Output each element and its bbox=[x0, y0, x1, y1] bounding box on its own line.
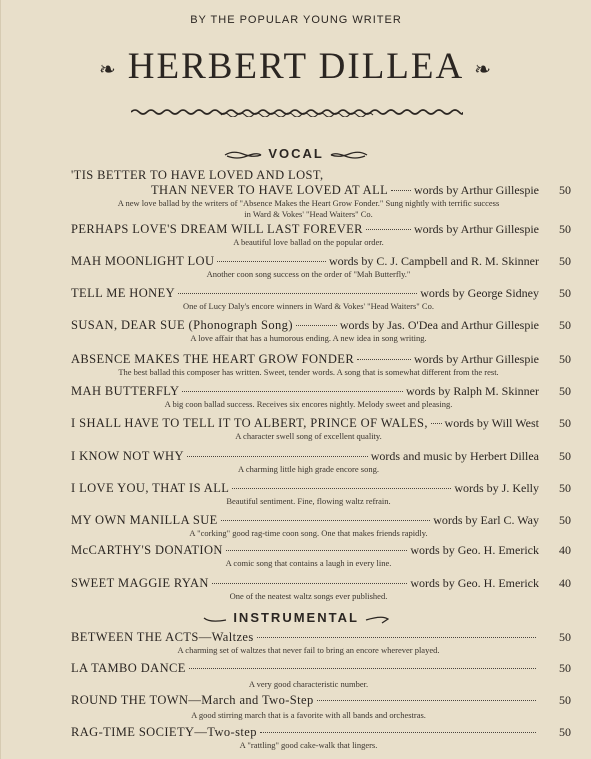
swash-right-icon bbox=[364, 614, 390, 624]
piece-description: A very good characteristic number. bbox=[248, 679, 369, 689]
song-title: McCARTHY'S DONATION bbox=[71, 543, 223, 557]
song-description: in Ward & Vokes' "Head Waiters" Co. bbox=[244, 208, 373, 219]
byline: BY THE POPULAR YOUNG WRITER bbox=[190, 14, 402, 26]
song-description: Beautiful sentiment. Fine, flowing waltz refrain. bbox=[226, 496, 391, 506]
instrumental-heading bbox=[1, 610, 591, 625]
song-title: TELL ME HONEY bbox=[71, 286, 176, 300]
song-description: One of Lucy Daly's encore winners in Ward & Vokes' "Head Waiters" Co. bbox=[183, 301, 434, 311]
song-entry bbox=[71, 318, 571, 344]
song-entry bbox=[71, 222, 571, 248]
song-credit: words and music by Herbert Dillea bbox=[370, 449, 539, 463]
piece-title: BETWEEN THE ACTS—Waltzes bbox=[71, 630, 254, 644]
song-price: 50 bbox=[559, 318, 571, 332]
composer-name: HERBERT DILLEA bbox=[127, 46, 465, 87]
vocal-heading bbox=[1, 146, 591, 161]
swash-right-icon bbox=[329, 150, 369, 160]
song-title: SUSAN, DEAR SUE (Phonograph Song) bbox=[71, 318, 293, 332]
song-credit: words by Jas. O'Dea and Arthur Gillespie bbox=[339, 318, 539, 332]
song-title: I KNOW NOT WHY bbox=[71, 449, 184, 463]
song-title: ABSENCE MAKES THE HEART GROW FONDER bbox=[71, 352, 355, 366]
swash-left-icon bbox=[223, 150, 263, 160]
song-entry bbox=[71, 513, 571, 539]
instrumental-heading-text: INSTRUMENTAL bbox=[233, 610, 359, 625]
piece-entry bbox=[71, 693, 571, 721]
song-price: 50 bbox=[559, 481, 571, 495]
song-description: A charming little high grade encore song. bbox=[238, 464, 379, 474]
song-price: 50 bbox=[559, 416, 571, 430]
song-title: THAN NEVER TO HAVE LOVED AT ALL bbox=[151, 183, 389, 197]
song-entry bbox=[71, 352, 571, 378]
song-title: PERHAPS LOVE'S DREAM WILL LAST FOREVER bbox=[71, 222, 363, 236]
ivy-leaf-ornament-icon: ❧ bbox=[474, 58, 493, 81]
song-credit: words by Arthur Gillespie bbox=[414, 183, 539, 197]
song-entry bbox=[71, 449, 571, 475]
piece-entry bbox=[71, 661, 571, 690]
song-title: I LOVE YOU, THAT IS ALL bbox=[71, 481, 230, 495]
song-credit: words by Will West bbox=[444, 416, 539, 430]
song-credit: words by Geo. H. Emerick bbox=[410, 576, 539, 590]
piece-price: 50 bbox=[559, 630, 571, 644]
song-title: MAH MOONLIGHT LOU bbox=[71, 254, 215, 268]
piece-description: A charming set of waltzes that never fail to bring an encore wherever played. bbox=[177, 645, 440, 655]
song-entry bbox=[71, 254, 571, 280]
piece-price: 50 bbox=[559, 661, 571, 675]
composer-heading bbox=[1, 46, 591, 91]
song-description: One of the neatest waltz songs ever published. bbox=[229, 591, 388, 601]
vocal-heading-text: VOCAL bbox=[268, 146, 324, 161]
song-description: A love affair that has a humorous ending. A new idea in song writing. bbox=[190, 333, 427, 343]
swash-left-icon bbox=[202, 614, 228, 624]
song-description: A character swell song of excellent quality. bbox=[235, 431, 382, 441]
song-description: A "corking" good rag-time coon song. One that makes friends rapidly. bbox=[189, 528, 428, 538]
song-description: A comic song that contains a laugh in every line. bbox=[225, 558, 392, 568]
song-title: SWEET MAGGIE RYAN bbox=[71, 576, 209, 590]
song-entry bbox=[71, 384, 571, 410]
song-entry bbox=[71, 543, 571, 569]
ivy-leaf-ornament-icon: ❧ bbox=[98, 58, 118, 81]
song-credit: words by Arthur Gillespie bbox=[414, 222, 539, 236]
song-description: Another coon song success on the order of "Mah Butterfly." bbox=[206, 269, 411, 279]
song-title: MY OWN MANILLA SUE bbox=[71, 513, 218, 527]
song-price: 50 bbox=[559, 513, 571, 527]
song-entry bbox=[71, 168, 571, 219]
song-price: 50 bbox=[559, 352, 571, 366]
song-price: 50 bbox=[559, 254, 571, 268]
song-credit: words by Earl C. Way bbox=[433, 513, 539, 527]
song-title-line1: 'TIS BETTER TO HAVE LOVED AND LOST, bbox=[71, 168, 324, 182]
song-entry bbox=[71, 286, 571, 312]
piece-price: 50 bbox=[559, 693, 571, 707]
piece-title: RAG-TIME SOCIETY—Two-step bbox=[71, 725, 257, 739]
song-title: I SHALL HAVE TO TELL IT TO ALBERT, PRINCE OF WALES, bbox=[71, 416, 428, 430]
song-credit: words by Arthur Gillespie bbox=[414, 352, 539, 366]
piece-description: A good stirring march that is a favorite with all bands and orchestras. bbox=[191, 710, 426, 720]
song-price: 40 bbox=[559, 576, 571, 590]
song-price: 40 bbox=[559, 543, 571, 557]
piece-description: A "rattling" good cake-walk that lingers. bbox=[239, 740, 378, 750]
song-credit: words by J. Kelly bbox=[454, 481, 539, 495]
piece-title: ROUND THE TOWN—March and Two-Step bbox=[71, 693, 314, 707]
song-entry bbox=[71, 416, 571, 442]
song-price: 50 bbox=[559, 449, 571, 463]
song-price: 50 bbox=[559, 286, 571, 300]
piece-price: 50 bbox=[559, 725, 571, 739]
song-credit: words by Geo. H. Emerick bbox=[410, 543, 539, 557]
song-price: 50 bbox=[559, 384, 571, 398]
song-description: A beautiful love ballad on the popular order. bbox=[233, 237, 384, 247]
piece-entry bbox=[71, 630, 571, 656]
song-credit: words by Ralph M. Skinner bbox=[406, 384, 539, 398]
song-credit: words by George Sidney bbox=[420, 286, 539, 300]
song-description: The best ballad this composer has written. Sweet, tender words. A song that is somewhat different from the rest. bbox=[118, 367, 499, 377]
song-description: A big coon ballad success. Receives six encores nightly. Melody sweet and pleasing. bbox=[164, 399, 453, 409]
song-description: A new love ballad by the writers of "Absence Makes the Heart Grow Fonder." Sung nightly with terrific success bbox=[117, 198, 500, 208]
song-title: MAH BUTTERFLY bbox=[71, 384, 180, 398]
song-entry bbox=[71, 481, 571, 507]
song-entry bbox=[71, 576, 571, 602]
song-price: 50 bbox=[559, 222, 571, 236]
piece-title: LA TAMBO DANCE bbox=[71, 661, 186, 675]
song-price: 50 bbox=[559, 183, 571, 197]
song-credit: words by C. J. Campbell and R. M. Skinner bbox=[329, 254, 539, 268]
piece-entry bbox=[71, 725, 571, 751]
wavy-divider bbox=[131, 107, 463, 117]
